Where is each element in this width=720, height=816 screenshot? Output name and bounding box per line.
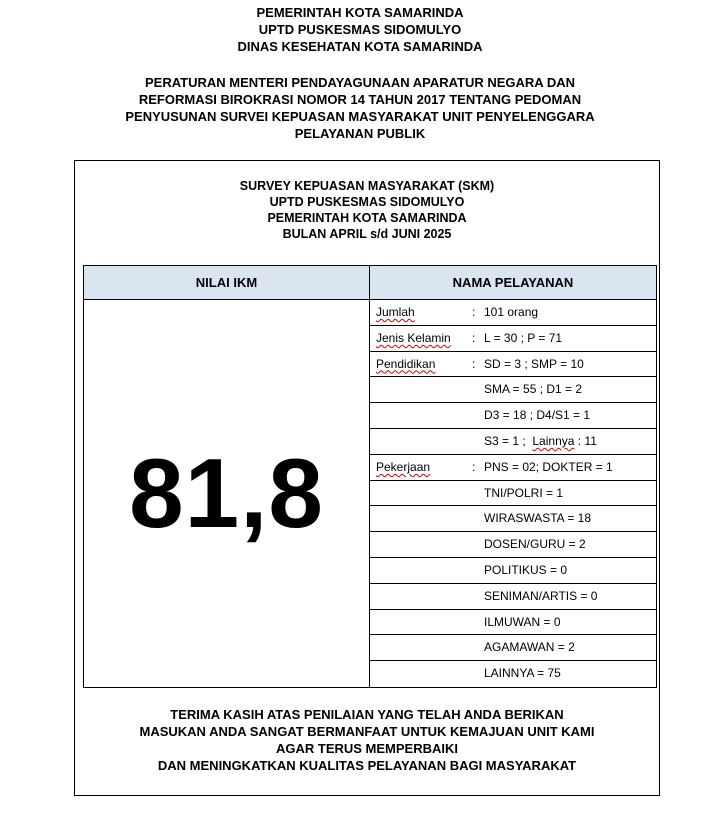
table-row bbox=[370, 352, 656, 378]
table-row bbox=[370, 661, 656, 687]
row-label: Jenis Kelamin bbox=[376, 330, 451, 345]
footer-line: MASUKAN ANDA SANGAT BERMANFAAT UNTUK KEMAJUAN UNIT KAMI bbox=[139, 724, 595, 739]
row-label: Pekerjaan bbox=[376, 459, 431, 474]
row-value: SD = 3 ; SMP = 10 bbox=[484, 356, 584, 371]
table-row bbox=[370, 635, 656, 661]
ikm-value: 81,8 bbox=[129, 438, 324, 549]
row-value: ILMUWAN = 0 bbox=[484, 614, 561, 629]
row-colon: : bbox=[472, 356, 476, 371]
footer-line: AGAR TERUS MEMPERBAIKI bbox=[275, 741, 458, 756]
header-line: DINAS KESEHATAN KOTA SAMARINDA bbox=[237, 39, 483, 54]
header-nama-pelayanan: NAMA PELAYANAN bbox=[452, 275, 574, 290]
table-row bbox=[370, 558, 656, 584]
regulation-line: PELAYANAN PUBLIK bbox=[294, 126, 426, 141]
row-value: TNI/POLRI = 1 bbox=[484, 485, 564, 500]
header bbox=[0, 4, 720, 55]
ikm-cell bbox=[84, 300, 370, 687]
row-colon: : bbox=[472, 459, 476, 474]
table-header bbox=[84, 266, 656, 300]
header-line: UPTD PUSKESMAS SIDOMULYO bbox=[258, 22, 462, 37]
row-value-part: S3 = 1 ; bbox=[484, 433, 526, 448]
survey-table bbox=[83, 265, 657, 688]
row-value: PNS = 02; DOKTER = 1 bbox=[484, 459, 613, 474]
table-row bbox=[370, 377, 656, 403]
table-row bbox=[370, 403, 656, 429]
survey-title-line: UPTD PUSKESMAS SIDOMULYO bbox=[269, 195, 465, 209]
regulation-line: PENYUSUNAN SURVEI KEPUASAN MASYARAKAT UNIT PENYELENGGARA bbox=[125, 109, 595, 124]
table-row bbox=[370, 429, 656, 455]
row-value: D3 = 18 ; D4/S1 = 1 bbox=[484, 408, 591, 423]
row-value: WIRASWASTA = 18 bbox=[484, 511, 592, 526]
row-value-part: : 11 bbox=[574, 433, 597, 448]
row-label: Jumlah bbox=[376, 305, 415, 319]
table-row bbox=[370, 326, 656, 352]
row-value: L = 30 ; P = 71 bbox=[484, 330, 563, 345]
table-row bbox=[370, 455, 656, 481]
row-value: SENIMAN/ARTIS = 0 bbox=[484, 588, 598, 603]
table-row bbox=[370, 300, 656, 326]
row-value: SMA = 55 ; D1 = 2 bbox=[484, 382, 583, 397]
table-row bbox=[370, 532, 656, 558]
table-row bbox=[370, 584, 656, 610]
survey-title-line: SURVEY KEPUASAN MASYARAKAT (SKM) bbox=[239, 179, 495, 193]
row-value: 101 orang bbox=[484, 305, 539, 319]
row-value-lainnya: Lainnya bbox=[532, 433, 575, 448]
footer-line: TERIMA KASIH ATAS PENILAIAN YANG TELAH ANDA BERIKAN bbox=[170, 707, 564, 722]
regulation-line: PERATURAN MENTERI PENDAYAGUNAAN APARATUR NEGARA DAN bbox=[145, 75, 575, 90]
row-value: DOSEN/GURU = 2 bbox=[484, 537, 586, 552]
survey-title-line: PEMERINTAH KOTA SAMARINDA bbox=[267, 211, 467, 225]
table-row bbox=[370, 481, 656, 507]
row-value bbox=[484, 434, 597, 448]
survey-title-line: BULAN APRIL s/d JUNI 2025 bbox=[282, 227, 452, 241]
footer-message bbox=[74, 706, 660, 774]
row-value: LAINNYA = 75 bbox=[484, 666, 561, 681]
row-label: Pendidikan bbox=[376, 356, 436, 371]
regulation-line: REFORMASI BIROKRASI NOMOR 14 TAHUN 2017 TENTANG PEDOMAN bbox=[138, 92, 582, 107]
survey-title bbox=[74, 178, 660, 242]
table-row bbox=[370, 610, 656, 636]
header-line: PEMERINTAH KOTA SAMARINDA bbox=[256, 5, 464, 20]
detail-column bbox=[370, 300, 656, 687]
regulation-title bbox=[60, 74, 660, 142]
row-value: AGAMAWAN = 2 bbox=[484, 640, 575, 655]
table-body bbox=[84, 300, 656, 687]
table-row bbox=[370, 506, 656, 532]
footer-line: DAN MENINGKATKAN KUALITAS PELAYANAN BAGI MASYARAKAT bbox=[157, 758, 577, 773]
header-nilai-ikm: NILAI IKM bbox=[84, 266, 370, 299]
row-colon: : bbox=[472, 305, 476, 319]
row-colon: : bbox=[472, 330, 476, 345]
row-value: POLITIKUS = 0 bbox=[484, 562, 568, 577]
